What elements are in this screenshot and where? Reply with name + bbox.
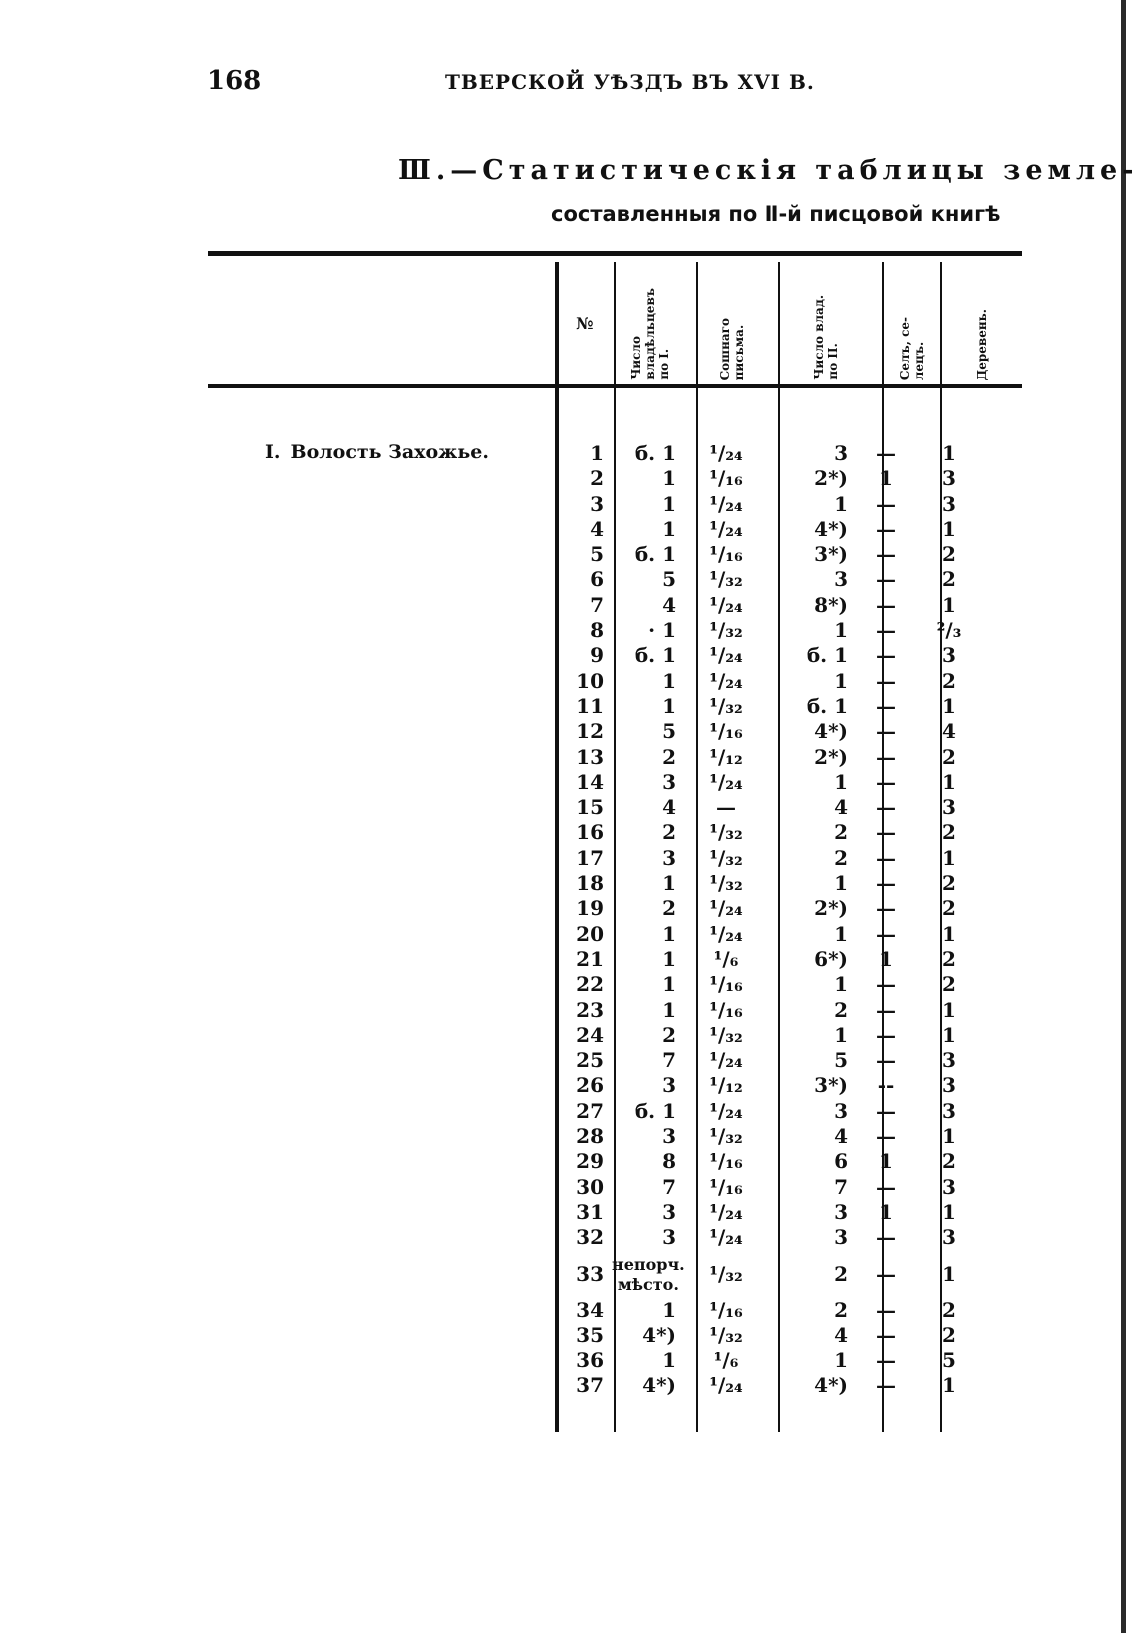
hamlets-cell: 2 [942, 668, 956, 693]
row-number: 25 [576, 1048, 604, 1073]
villages-cell: — [876, 618, 896, 643]
owners-1-cell: 2 [662, 820, 676, 845]
hamlets-cell: 1 [942, 921, 956, 946]
owners-2-cell: 5 [834, 1048, 848, 1073]
sokh-cell: ¹/₃₂ [709, 871, 743, 896]
owners-2-cell: 3*) [814, 542, 848, 567]
owners-1-cell: 3 [662, 1225, 676, 1250]
owners-1-cell: 5 [662, 567, 676, 592]
sokh-cell: ¹/₁₆ [709, 1297, 743, 1322]
row-number: 10 [576, 668, 604, 693]
owners-2-cell: 2*) [814, 466, 848, 491]
row-number: 11 [576, 693, 604, 718]
row-group-name: Волость Захожье. [290, 441, 489, 463]
villages-cell: 1 [879, 1199, 893, 1224]
owners-2-cell: 2*) [814, 744, 848, 769]
sokh-cell: ¹/₆ [713, 1348, 739, 1373]
hamlets-cell: 2 [942, 896, 956, 921]
owners-2-cell: 6 [834, 1149, 848, 1174]
sokh-cell: ¹/₁₆ [709, 1149, 743, 1174]
section-subtitle: составленныя по Ⅱ-й писцовой книгѣ [551, 202, 1001, 226]
hamlets-cell: 2 [942, 1322, 956, 1347]
owners-1-cell: непорч. мѣсто. [612, 1255, 685, 1294]
hamlets-cell: 1 [942, 516, 956, 541]
sokh-cell: ¹/₂₄ [709, 491, 743, 516]
hamlets-cell: 1 [942, 769, 956, 794]
column-header-sokh: Сошнаго письма. [718, 317, 746, 380]
row-number: 7 [590, 592, 604, 617]
row-number: 29 [576, 1149, 604, 1174]
owners-2-cell: 3 [834, 1199, 848, 1224]
owners-1-cell: 4 [662, 592, 676, 617]
villages-cell: — [876, 1048, 896, 1073]
villages-cell: — [876, 845, 896, 870]
sokh-cell: ¹/₁₆ [709, 466, 743, 491]
sokh-cell: ¹/₁₂ [709, 1073, 743, 1098]
sokh-cell: ¹/₃₂ [709, 1022, 743, 1047]
owners-1-cell: 1 [662, 466, 676, 491]
hamlets-cell: 2 [942, 946, 956, 971]
sokh-cell: ¹/₁₆ [709, 997, 743, 1022]
row-number: 37 [576, 1373, 604, 1398]
sokh-cell: ¹/₂₄ [709, 1373, 743, 1398]
villages-cell: 1 [879, 946, 893, 971]
owners-2-cell: 1 [834, 769, 848, 794]
owners-1-cell: 4 [662, 795, 676, 820]
row-number: 19 [576, 896, 604, 921]
owners-2-cell: 3*) [814, 1073, 848, 1098]
row-number: 2 [590, 466, 604, 491]
owners-2-cell: 2 [834, 1297, 848, 1322]
owners-1-cell: 1 [662, 1348, 676, 1373]
villages-cell: — [876, 795, 896, 820]
villages-cell: — [876, 871, 896, 896]
hamlets-cell: 1 [942, 997, 956, 1022]
villages-cell: — [876, 1373, 896, 1398]
villages-cell: — [876, 1098, 896, 1123]
sokh-cell: ¹/₆ [713, 946, 739, 971]
hamlets-cell: 1 [942, 1373, 956, 1398]
sokh-cell: — [716, 795, 736, 820]
sokh-cell: ¹/₁₂ [709, 744, 743, 769]
villages-cell: — [876, 1174, 896, 1199]
hamlets-cell: 1 [942, 693, 956, 718]
owners-2-cell: 1 [834, 1022, 848, 1047]
row-number: 34 [576, 1297, 604, 1322]
owners-1-cell: 3 [662, 1199, 676, 1224]
owners-1-cell: 5 [662, 719, 676, 744]
sokh-cell: ¹/₂₄ [709, 441, 743, 465]
owners-2-cell: 3 [834, 567, 848, 592]
sokh-cell: ¹/₃₂ [709, 693, 743, 718]
hamlets-cell: 1 [942, 1199, 956, 1224]
villages-cell: 1 [879, 1149, 893, 1174]
owners-1-cell: б. 1 [634, 1098, 676, 1123]
owners-2-cell: 4*) [814, 1373, 848, 1398]
hamlets-cell: 2 [942, 1297, 956, 1322]
villages-cell: — [876, 592, 896, 617]
row-number: 16 [576, 820, 604, 845]
owners-1-cell: 1 [662, 516, 676, 541]
row-number: 27 [576, 1098, 604, 1123]
row-number: 31 [576, 1199, 604, 1224]
hamlets-cell: 3 [942, 466, 956, 491]
villages-cell: — [876, 972, 896, 997]
hamlets-cell: 2 [942, 1149, 956, 1174]
owners-2-cell: б. 1 [806, 643, 848, 668]
villages-cell: — [876, 719, 896, 744]
villages-cell: -- [877, 1073, 895, 1098]
owners-2-cell: 1 [834, 618, 848, 643]
owners-1-cell: 7 [662, 1174, 676, 1199]
hamlets-cell: 1 [942, 845, 956, 870]
sokh-cell: ¹/₁₆ [709, 972, 743, 997]
sokh-cell: ¹/₃₂ [709, 1124, 743, 1149]
row-number: 15 [576, 795, 604, 820]
villages-cell: — [876, 693, 896, 718]
villages-cell: — [876, 441, 896, 465]
sokh-cell: ¹/₁₆ [709, 1174, 743, 1199]
villages-cell: — [876, 516, 896, 541]
owners-2-cell: 2 [834, 1261, 848, 1286]
row-number: 14 [576, 769, 604, 794]
villages-cell: — [876, 1322, 896, 1347]
owners-2-cell: б. 1 [806, 693, 848, 718]
owners-2-cell: 1 [834, 668, 848, 693]
row-group-number: I. [265, 441, 281, 463]
villages-cell: — [876, 567, 896, 592]
row-number: 20 [576, 921, 604, 946]
column-header-owners-1: Число владѣльцевъ по I. [629, 288, 671, 380]
hamlets-cell: 1 [942, 1022, 956, 1047]
owners-2-cell: 6*) [814, 946, 848, 971]
owners-1-cell: 7 [662, 1048, 676, 1073]
owners-2-cell: 3 [834, 1225, 848, 1250]
owners-1-cell: 1 [662, 668, 676, 693]
sokh-cell: ¹/₂₄ [709, 769, 743, 794]
owners-2-cell: 1 [834, 1348, 848, 1373]
hamlets-cell: 1 [942, 592, 956, 617]
column-header-number: № [576, 314, 594, 333]
hamlets-cell: 2 [942, 972, 956, 997]
sokh-cell: ¹/₃₂ [709, 618, 743, 643]
row-number: 24 [576, 1022, 604, 1047]
row-number: 1 [590, 441, 604, 465]
hamlets-cell: 3 [942, 1098, 956, 1123]
column-divider [555, 262, 559, 1432]
hamlets-cell: 3 [942, 1048, 956, 1073]
sokh-cell: ¹/₁₆ [709, 542, 743, 567]
sokh-cell: ¹/₂₄ [709, 896, 743, 921]
owners-2-cell: 1 [834, 972, 848, 997]
sokh-cell: ¹/₁₆ [709, 719, 743, 744]
owners-1-cell: 3 [662, 1073, 676, 1098]
villages-cell: — [876, 1124, 896, 1149]
row-number: 9 [590, 643, 604, 668]
owners-2-cell: 4 [834, 1322, 848, 1347]
row-number: 13 [576, 744, 604, 769]
hamlets-cell: 2 [942, 567, 956, 592]
page-number: 168 [207, 66, 262, 96]
sokh-cell: ¹/₂₄ [709, 1199, 743, 1224]
owners-2-cell: 2 [834, 845, 848, 870]
page-edge [1121, 0, 1126, 1633]
owners-2-cell: 7 [834, 1174, 848, 1199]
owners-1-cell: б. 1 [634, 441, 676, 465]
owners-2-cell: 4 [834, 795, 848, 820]
column-header-villages: Селъ, се- лецъ. [898, 316, 926, 380]
sokh-cell: ¹/₂₄ [709, 643, 743, 668]
villages-cell: — [876, 744, 896, 769]
sokh-cell: ¹/₂₄ [709, 1225, 743, 1250]
sokh-cell: ¹/₂₄ [709, 592, 743, 617]
sokh-cell: ¹/₂₄ [709, 668, 743, 693]
hamlets-cell: 1 [942, 1124, 956, 1149]
hamlets-cell: 2 [942, 820, 956, 845]
owners-1-cell: 2 [662, 744, 676, 769]
villages-cell: — [876, 491, 896, 516]
owners-1-cell: б. 1 [634, 542, 676, 567]
owners-1-cell: 3 [662, 845, 676, 870]
hamlets-cell: 2 [942, 871, 956, 896]
owners-1-cell: 1 [662, 491, 676, 516]
owners-1-cell: 1 [662, 1297, 676, 1322]
hamlets-cell: ²/₃ [936, 618, 962, 643]
villages-cell: — [876, 820, 896, 845]
hamlets-cell: 1 [942, 441, 956, 465]
hamlets-cell: 4 [942, 719, 956, 744]
hamlets-cell: 2 [942, 744, 956, 769]
villages-cell: — [876, 1348, 896, 1373]
sokh-cell: ¹/₃₂ [709, 845, 743, 870]
row-number: 5 [590, 542, 604, 567]
owners-2-cell: 2*) [814, 896, 848, 921]
row-number: 28 [576, 1124, 604, 1149]
hamlets-cell: 3 [942, 1174, 956, 1199]
row-number: 18 [576, 871, 604, 896]
hamlets-cell: 3 [942, 491, 956, 516]
running-title: ТВЕРСКОЙ УѢЗДЪ ВЪ XVI В. [445, 70, 815, 94]
villages-cell: — [876, 997, 896, 1022]
owners-2-cell: 4*) [814, 516, 848, 541]
hamlets-cell: 3 [942, 643, 956, 668]
owners-2-cell: 8*) [814, 592, 848, 617]
row-number: 6 [590, 567, 604, 592]
villages-cell: — [876, 542, 896, 567]
hamlets-cell: 5 [942, 1348, 956, 1373]
row-number: 26 [576, 1073, 604, 1098]
owners-1-cell: 1 [662, 921, 676, 946]
owners-2-cell: 2 [834, 820, 848, 845]
villages-cell: — [876, 1261, 896, 1286]
owners-1-cell: 1 [662, 972, 676, 997]
hamlets-cell: 3 [942, 1225, 956, 1250]
owners-2-cell: 2 [834, 997, 848, 1022]
villages-cell: — [876, 643, 896, 668]
section-title: Ⅲ.—Статистическія таблицы земле- [398, 155, 1139, 186]
owners-1-cell: 3 [662, 1124, 676, 1149]
hamlets-cell: 3 [942, 1073, 956, 1098]
villages-cell: — [876, 769, 896, 794]
hamlets-cell: 1 [942, 1261, 956, 1286]
owners-2-cell: 1 [834, 491, 848, 516]
sokh-cell: ¹/₂₄ [709, 921, 743, 946]
hamlets-cell: 2 [942, 542, 956, 567]
villages-cell: — [876, 896, 896, 921]
owners-1-cell: · 1 [648, 618, 676, 643]
row-number: 33 [576, 1261, 604, 1286]
row-number: 12 [576, 719, 604, 744]
villages-cell: — [876, 1225, 896, 1250]
row-number: 4 [590, 516, 604, 541]
sokh-cell: ¹/₃₂ [709, 820, 743, 845]
row-number: 36 [576, 1348, 604, 1373]
running-head [207, 66, 815, 96]
villages-cell: — [876, 668, 896, 693]
row-number: 3 [590, 491, 604, 516]
sokh-cell: ¹/₂₄ [709, 516, 743, 541]
owners-1-cell: 2 [662, 896, 676, 921]
villages-cell: 1 [879, 466, 893, 491]
row-number: 17 [576, 845, 604, 870]
sokh-cell: ¹/₂₄ [709, 1048, 743, 1073]
owners-2-cell: 1 [834, 921, 848, 946]
row-group-label [265, 441, 489, 463]
owners-2-cell: 3 [834, 1098, 848, 1123]
row-number: 8 [590, 618, 604, 643]
row-number: 22 [576, 972, 604, 997]
villages-cell: — [876, 921, 896, 946]
row-number: 21 [576, 946, 604, 971]
row-number: 30 [576, 1174, 604, 1199]
villages-cell: — [876, 1297, 896, 1322]
column-header-owners-2: Число влад. по II. [812, 295, 840, 380]
row-number: 35 [576, 1322, 604, 1347]
owners-1-cell: 4*) [642, 1373, 676, 1398]
table-top-rule [208, 251, 1022, 256]
owners-1-cell: б. 1 [634, 643, 676, 668]
owners-1-cell: 1 [662, 871, 676, 896]
owners-2-cell: 4*) [814, 719, 848, 744]
row-number: 23 [576, 997, 604, 1022]
owners-1-cell: 3 [662, 769, 676, 794]
owners-1-cell: 1 [662, 693, 676, 718]
owners-1-cell: 1 [662, 946, 676, 971]
owners-1-cell: 2 [662, 1022, 676, 1047]
row-number: 32 [576, 1225, 604, 1250]
owners-1-cell: 1 [662, 997, 676, 1022]
hamlets-cell: 3 [942, 795, 956, 820]
villages-cell: — [876, 1022, 896, 1047]
sokh-cell: ¹/₃₂ [709, 1322, 743, 1347]
sokh-cell: ¹/₃₂ [709, 1261, 743, 1286]
owners-2-cell: 4 [834, 1124, 848, 1149]
owners-2-cell: 1 [834, 871, 848, 896]
sokh-cell: ¹/₃₂ [709, 567, 743, 592]
owners-2-cell: 3 [834, 441, 848, 465]
sokh-cell: ¹/₂₄ [709, 1098, 743, 1123]
owners-1-cell: 8 [662, 1149, 676, 1174]
owners-1-cell: 4*) [642, 1322, 676, 1347]
column-header-hamlets: Деревень. [975, 308, 989, 380]
